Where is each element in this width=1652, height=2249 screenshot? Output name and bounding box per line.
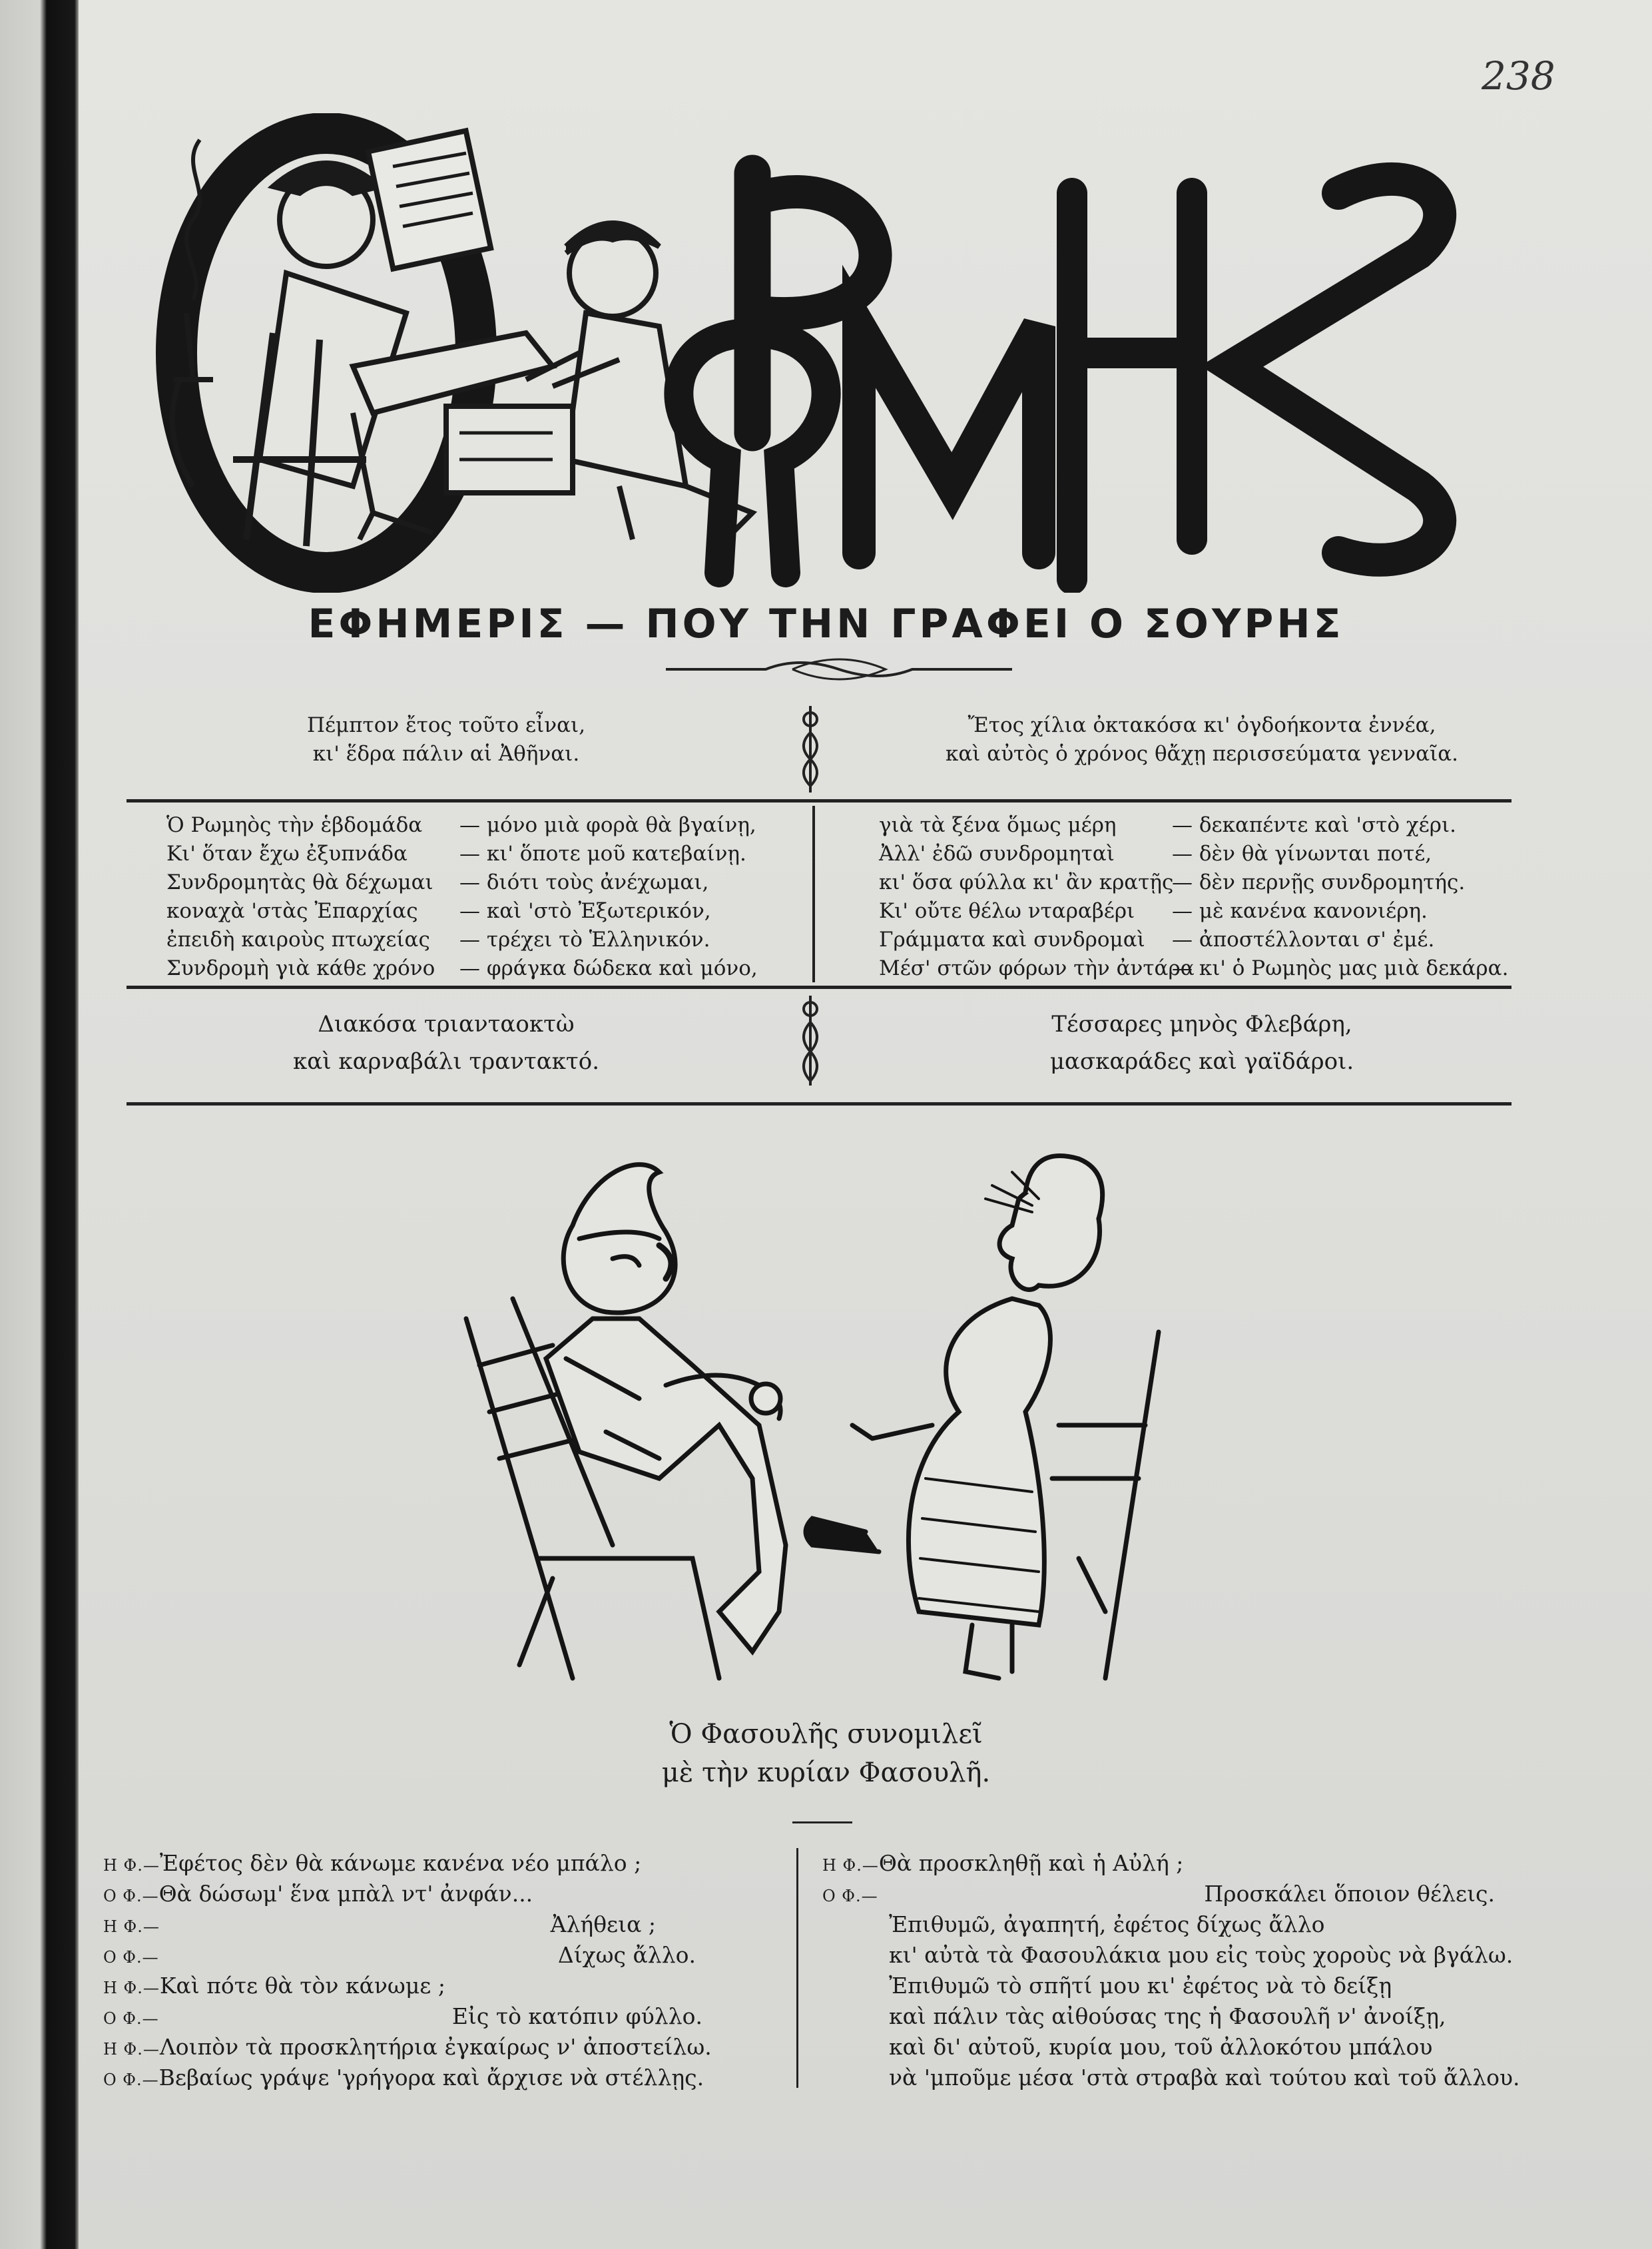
vine-ornament-bottom xyxy=(794,996,827,1086)
sub-line-a: Ὁ Ρωμηὸς τὴν ἑβδομάδα xyxy=(166,813,423,837)
sub-line-a: Μέσ' στῶν φόρων τὴν ἀντάρα xyxy=(879,956,1195,980)
dialog-line xyxy=(103,1848,736,1879)
sub-line-b: — φράγκα δώδεκα καὶ μόνο, xyxy=(459,956,758,980)
sub-line-b: — ἀποστέλλονται σ' ἐμέ. xyxy=(1172,928,1435,952)
dialog-text: Ἐπιθυμῶ τὸ σπῆτί μου κι' ἐφέτος νὰ τὸ δείξῃ xyxy=(889,1973,1392,1999)
caption-line: Ὁ Φασουλῆς συνομιλεῖ xyxy=(669,1719,983,1750)
dialog-text: νὰ 'μποῦμε μέσα 'στὰ στραβὰ καὶ τούτου καὶ τοῦ ἄλλου. xyxy=(889,2065,1520,2090)
sub-line-b: — δὲν θὰ γίνωνται ποτέ, xyxy=(1172,842,1432,866)
dialog-line xyxy=(103,1971,736,2001)
dialog-line xyxy=(822,1909,1495,1940)
dialog-text: Βεβαίως γράψε 'γρήγορα καὶ ἄρχισε νὰ στέλλῃς. xyxy=(158,2065,704,2090)
dialog-line xyxy=(822,1848,1495,1879)
vine-ornament-top xyxy=(794,706,827,793)
subtitle: ΕΦΗΜΕΡΙΣ — ΠΟΥ ΤΗΝ ΓΡΑΦΕΙ Ο ΣΟΥΡΗΣ xyxy=(308,601,1344,647)
dialog-line xyxy=(822,2063,1520,2093)
speaker-label: Η Φ.— xyxy=(103,1856,160,1875)
right-chair xyxy=(1052,1332,1159,1678)
sub-line-a: ἐπειδὴ καιροὺς πτωχείας xyxy=(166,928,430,952)
caption-line: μὲ τὴν κυρίαν Φασουλῆ. xyxy=(661,1758,991,1788)
year-info-right xyxy=(886,711,1518,769)
dialog-line xyxy=(822,1971,1495,2001)
dialog-line xyxy=(822,2032,1495,2063)
rule-3 xyxy=(127,1102,1512,1106)
sub-line-b: — διότι τοὺς ἀνέχωμαι, xyxy=(459,870,709,894)
subscription-right xyxy=(879,811,1518,983)
issue-right-line: Τέσσαρες μηνὸς Φλεβάρη, xyxy=(1051,1011,1352,1038)
column-divider-top xyxy=(812,806,815,982)
sub-line-a: Ἀλλ' ἐδῶ συνδρομηταὶ xyxy=(879,842,1115,866)
sub-line-a: Κι' οὔτε θέλω νταραβέρι xyxy=(879,899,1135,923)
page-number: 238 xyxy=(1482,53,1555,99)
speaker-label: Η Φ.— xyxy=(103,1917,160,1936)
dialog-text: Εἰς τὸ κατόπιν φύλλο. xyxy=(451,2003,702,2029)
masthead-lettering xyxy=(679,173,1440,579)
speaker-label: Ο Φ.— xyxy=(103,1887,159,1905)
sub-line-a: κι' ὅσα φύλλα κι' ἂν κρατῇς xyxy=(879,870,1174,894)
year-info-right-line: Ἔτος χίλια ὀκτακόσα κι' ὀγδοήκοντα ἐννέα, xyxy=(967,713,1436,737)
sub-line-a: Συνδρομὴ γιὰ κάθε χρόνο xyxy=(166,956,435,980)
cartoon-caption xyxy=(0,1715,1652,1792)
dialog-line xyxy=(103,2063,736,2093)
year-info-left-line: Πέμπτον ἔτος τοῦτο εἶναι, xyxy=(306,713,586,737)
speaker-label: Η Φ.— xyxy=(103,1979,160,1997)
sub-line-a: κοναχὰ 'στὰς Ἐπαρχίας xyxy=(166,899,418,923)
book-binding xyxy=(0,0,79,2249)
speaker-label: Ο Φ.— xyxy=(822,1887,878,1905)
dialog-line xyxy=(103,1940,736,1971)
wave-ornament xyxy=(666,656,1012,683)
dialog-text: Καὶ πότε θὰ τὸν κάνωμε ; xyxy=(159,1973,445,1999)
speaker-label: Η Φ.— xyxy=(822,1856,879,1875)
issue-left-line: καὶ καρναβάλι τραντακτό. xyxy=(292,1048,599,1075)
column-divider-bottom xyxy=(796,1848,798,2088)
year-info-right-line: καὶ αὐτὸς ὁ χρόνος θἄχῃ περισσεύματα γενναῖα. xyxy=(945,742,1459,766)
sub-line-b: — καὶ 'στὸ Ἐξωτερικόν, xyxy=(459,899,711,923)
dialog-text: Ἀλήθεια ; xyxy=(550,1911,656,1937)
subscription-left xyxy=(166,811,806,983)
rule-1 xyxy=(127,799,1512,803)
cartoon-illustration xyxy=(439,1145,1225,1712)
year-info-left xyxy=(220,711,673,769)
dialog-line xyxy=(103,2001,736,2032)
dialog-line xyxy=(822,1879,1495,1909)
dialog-text: Ἐφέτος δὲν θὰ κάνωμε κανένα νέο μπάλο ; xyxy=(159,1850,642,1876)
dialog-text: Δίχως ἄλλο. xyxy=(557,1942,696,1968)
sub-line-a: Γράμματα καὶ συνδρομαὶ xyxy=(879,928,1145,952)
masthead-illustration xyxy=(153,113,1498,593)
sub-line-b: — δὲν περνῇς συνδρομητής. xyxy=(1172,870,1466,894)
dialog-line xyxy=(822,2001,1495,2032)
dialog-left-column xyxy=(103,1848,736,2093)
issue-right xyxy=(886,1006,1518,1080)
dialog-text: Λοιπὸν τὰ προσκλητήρια ἐγκαίρως ν' ἀποστείλω. xyxy=(159,2034,712,2060)
speaker-label: Ο Φ.— xyxy=(103,1948,159,1967)
speaker-label: Ο Φ.— xyxy=(103,2009,159,2028)
sub-line-b: — κι' ὁ Ρωμηὸς μας μιὰ δεκάρα. xyxy=(1172,956,1509,980)
dialog-right-column xyxy=(822,1848,1520,2093)
speaker-label: Η Φ.— xyxy=(103,2040,160,2059)
sub-line-a: Κι' ὅταν ἔχω ἐξυπνάδα xyxy=(166,842,408,866)
issue-left xyxy=(220,1006,673,1080)
caption-rule xyxy=(792,1821,852,1823)
dialog-text: καὶ πάλιν τὰς αἰθούσας της ἡ Φασουλῆ ν' ἀνοίξῃ, xyxy=(889,2003,1446,2029)
sub-line-a: γιὰ τὰ ξένα ὅμως μέρη xyxy=(879,813,1117,837)
sub-line-b: — μόνο μιὰ φορὰ θὰ βγαίνῃ, xyxy=(459,813,756,837)
dialog-text: Ἐπιθυμῶ, ἀγαπητή, ἐφέτος δίχως ἄλλο xyxy=(889,1911,1325,1937)
sub-line-b: — δεκαπέντε καὶ 'στὸ χέρι. xyxy=(1172,813,1456,837)
dialog-line xyxy=(103,2032,736,2063)
dialog-line xyxy=(103,1879,736,1909)
sub-line-b: — μὲ κανένα κανονιέρη. xyxy=(1172,899,1428,923)
sub-line-a: Συνδρομητὰς θὰ δέχωμαι xyxy=(166,870,433,894)
rule-2 xyxy=(127,986,1512,989)
issue-left-line: Διακόσα τριανταοκτὼ xyxy=(318,1011,575,1038)
dialog-line xyxy=(103,1909,736,1940)
dialog-text: καὶ δι' αὐτοῦ, κυρία μου, τοῦ ἀλλοκότου μπάλου xyxy=(889,2034,1433,2060)
sub-line-b: — τρέχει τὸ Ἑλληνικόν. xyxy=(459,928,710,952)
sub-line-b: — κι' ὅποτε μοῦ κατεβαίνῃ. xyxy=(459,842,746,866)
dialog-text: κι' αὐτὰ τὰ Φασουλάκια μου εἰς τοὺς χοροὺς νὰ βγάλω. xyxy=(889,1942,1514,1968)
dialog-text: Προσκάλει ὅποιον θέλεις. xyxy=(1204,1881,1495,1907)
dialog-line xyxy=(822,1940,1514,1971)
year-info-left-line: κι' ἕδρα πάλιν αἱ Ἀθῆναι. xyxy=(312,742,580,766)
dialog-text: Θὰ δώσωμ' ἕνα μπὰλ ντ' ἀνφάν... xyxy=(158,1881,533,1907)
issue-right-line: μασκαράδες καὶ γαϊδάροι. xyxy=(1049,1048,1354,1075)
dialog-text: Θὰ προσκληθῇ καὶ ἡ Αὐλή ; xyxy=(878,1850,1184,1876)
speaker-label: Ο Φ.— xyxy=(103,2071,159,2089)
